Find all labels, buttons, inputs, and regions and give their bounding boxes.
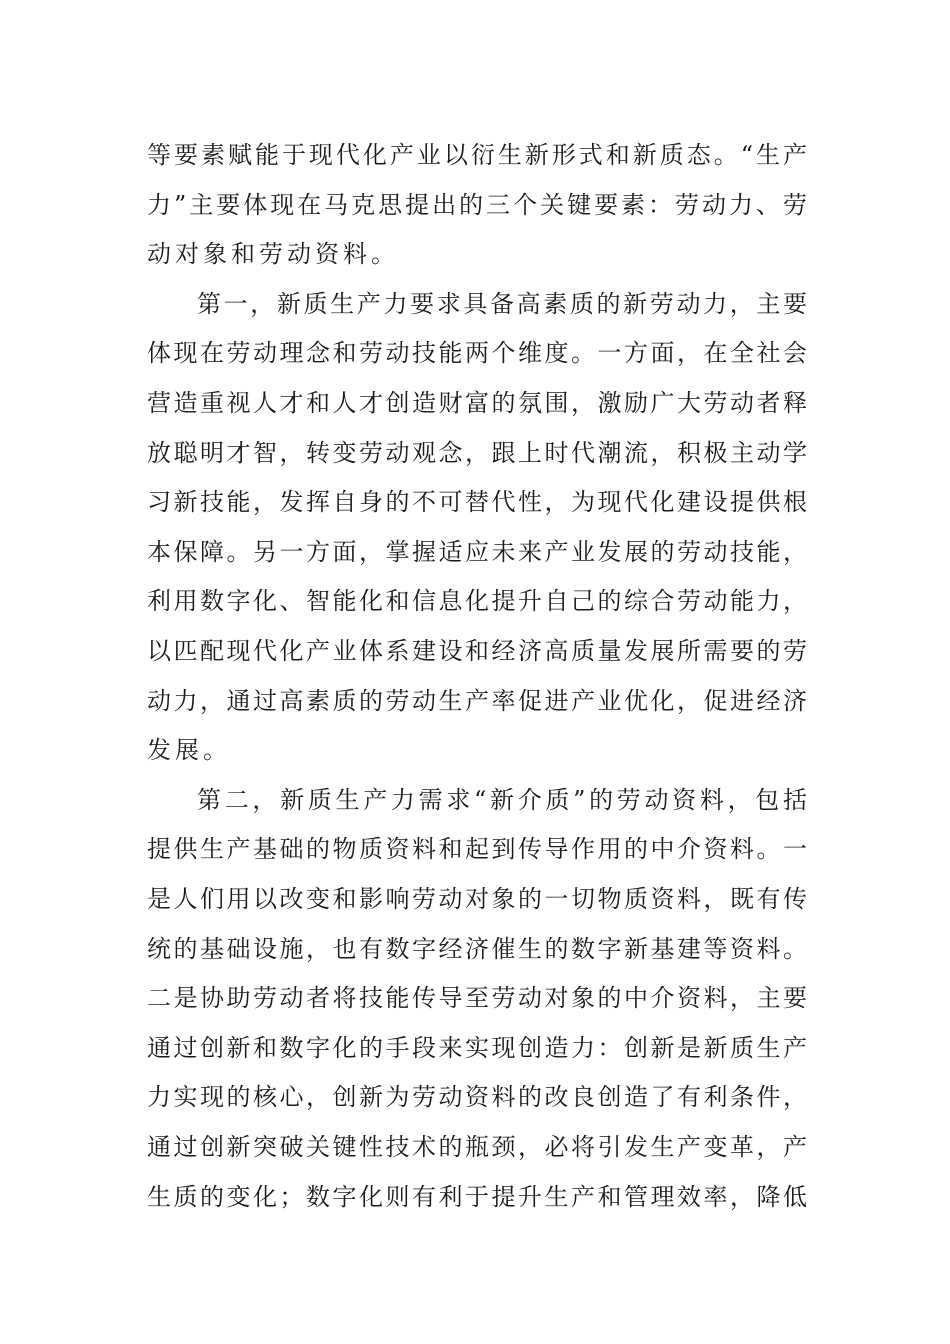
text-line: 等要素赋能于现代化产业以衍生新形式和新质态。“生产: [147, 141, 807, 169]
text-line: 习新技能，发挥自身的不可替代性，为现代化建设提供根: [147, 488, 807, 516]
text-line: 营造重视人才和人才创造财富的氛围，激励广大劳动者释: [147, 389, 807, 417]
text-line: 利用数字化、智能化和信息化提升自己的综合劳动能力，: [147, 587, 807, 615]
text-line: 发展。: [147, 736, 231, 764]
text-line: 提供生产基础的物质资料和起到传导作用的中介资料。一: [147, 835, 807, 863]
text-line: 统的基础设施，也有数字经济催生的数字新基建等资料。: [147, 935, 807, 963]
text-line: 通过创新和数字化的手段来实现创造力：创新是新质生产: [147, 1034, 807, 1062]
text-line: 本保障。另一方面，掌握适应未来产业发展的劳动技能，: [147, 538, 807, 566]
paragraph-first-line: 第一，新质生产力要求具备高素质的新劳动力，主要: [197, 290, 807, 318]
text-line: 是人们用以改变和影响劳动对象的一切物质资料，既有传: [147, 885, 807, 913]
text-line: 动对象和劳动资料。: [147, 240, 399, 268]
text-line: 力”主要体现在马克思提出的三个关键要素：劳动力、劳: [147, 191, 807, 219]
text-line: 通过创新突破关键性技术的瓶颈，必将引发生产变革，产: [147, 1133, 807, 1161]
text-line: 生质的变化；数字化则有利于提升生产和管理效率，降低: [147, 1183, 807, 1211]
text-line: 动力，通过高素质的劳动生产率促进产业优化，促进经济: [147, 687, 807, 715]
text-line: 以匹配现代化产业体系建设和经济高质量发展所需要的劳: [147, 637, 807, 665]
text-line: 力实现的核心，创新为劳动资料的改良创造了有利条件，: [147, 1083, 807, 1111]
text-line: 体现在劳动理念和劳动技能两个维度。一方面，在全社会: [147, 339, 807, 367]
text-line: 二是协助劳动者将技能传导至劳动对象的中介资料，主要: [147, 984, 807, 1012]
text-line: 放聪明才智，转变劳动观念，跟上时代潮流，积极主动学: [147, 439, 807, 467]
paragraph-first-line: 第二，新质生产力需求“新介质”的劳动资料，包括: [197, 786, 807, 814]
